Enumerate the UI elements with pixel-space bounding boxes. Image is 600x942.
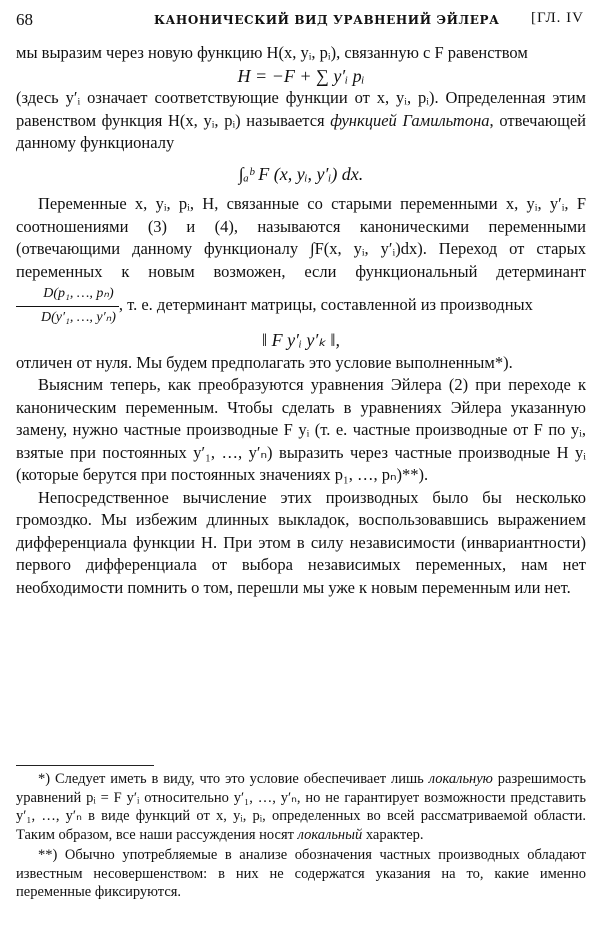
jacobian-denominator: D(y′₁, …, y′ₙ) xyxy=(41,309,116,325)
paragraph-2-start: (здесь y′ᵢ означает соответствующие функции от x, yᵢ, pᵢ). Определенная этим равенством функция H(x, yᵢ, pᵢ) называется xyxy=(16,88,586,130)
paragraph-3 xyxy=(16,193,586,329)
paragraph-2 xyxy=(16,87,586,155)
term-hamilton-function: функцией Гамильтона xyxy=(330,110,490,130)
paragraph-5: Выясним теперь, как преобразуются уравнения Эйлера (2) при переходе к каноническим переменным. Чтобы сделать в уравнениях Эйлера указанную замену, нужно частные производные F yᵢ (т. е. частные производные от F по yᵢ, взятые при постоянных y′₁, …, y′ₙ) выразить через частные производные H yᵢ (которые берутся при постоянных значениях p₁, …, pₙ)**). xyxy=(16,375,586,484)
equation-hamiltonian: H = −F + ∑ y′ᵢ pᵢ xyxy=(237,65,365,86)
footnote-1-b: разрешимость уравнений pᵢ = F y′ᵢ относительно y′₁, …, y′ₙ, но не гарантирует возможности представить y′₁, …, y′ₙ в виде функций от x, yᵢ, pᵢ, определенных во всей рассматриваемой области. Таким образом, все наши рассуждения носят xyxy=(16,771,586,843)
term-local-character: локальный xyxy=(297,826,363,843)
paragraph-1: мы выразим через новую функцию H(x, yᵢ, pᵢ), связанную с F равенством xyxy=(16,43,528,62)
paragraph-3-end: , т. е. детерминант матрицы, составленной из производных xyxy=(118,294,533,314)
running-title: КАНОНИЧЕСКИЙ ВИД УРАВНЕНИЙ ЭЙЛЕРА xyxy=(154,13,500,27)
paragraph-6: Непосредственное вычисление этих производных было бы несколько громоздко. Мы избежим длинных выкладок, воспользовавшись выражением дифференциала функции H. При этом в силу независимости (инвариантности) первого дифференциала от выбора независимых переменных, нам нет необходимости помнить о том, перешли мы уже к новым переменным или нет. xyxy=(16,487,586,597)
jacobian-fraction xyxy=(16,283,119,329)
chapter-label: [ГЛ. IV xyxy=(530,10,584,26)
equation-functional: ∫ₐᵇ F (x, yᵢ, y′ᵢ) dx. xyxy=(238,163,364,184)
page-header xyxy=(16,10,584,32)
footnotes xyxy=(16,770,586,904)
paragraph-4: отличен от нуля. Мы будем предполагать это условие выполненным*). xyxy=(16,352,513,372)
footnote-1-a: *) Следует иметь в виду, что это условие обеспечивает лишь xyxy=(38,771,429,787)
footnote-1-c: характер. xyxy=(362,826,424,843)
footnote-divider xyxy=(16,765,154,766)
main-text xyxy=(16,42,586,599)
footnote-2: **) Обычно употребляемые в анализе обозначения частных производных обладают известным несовершенством: в них не содержатся указания на то, какие именно переменные фиксируются. xyxy=(16,847,586,900)
term-local: локальную xyxy=(428,771,493,787)
paragraph-3-start: Переменные x, yᵢ, pᵢ, H, связанные со старыми переменными x, yᵢ, y′ᵢ, F соотношениями (3) и (4), называются каноническими переменными (отвечающими данному функционалу ∫F(x, yᵢ, y′ᵢ)dx). Переход от старых переменных к новым возможен, если функциональный детерминант xyxy=(16,194,586,281)
jacobian-numerator: D(p₁, …, pₙ) xyxy=(16,283,119,307)
paragraph-2-end: , отвечающей данному функционалу xyxy=(16,110,586,152)
equation-matrix: ‖ F y′ᵢ y′ₖ ‖, xyxy=(262,330,340,350)
page-number: 68 xyxy=(16,10,33,29)
footnote-1 xyxy=(16,770,586,844)
